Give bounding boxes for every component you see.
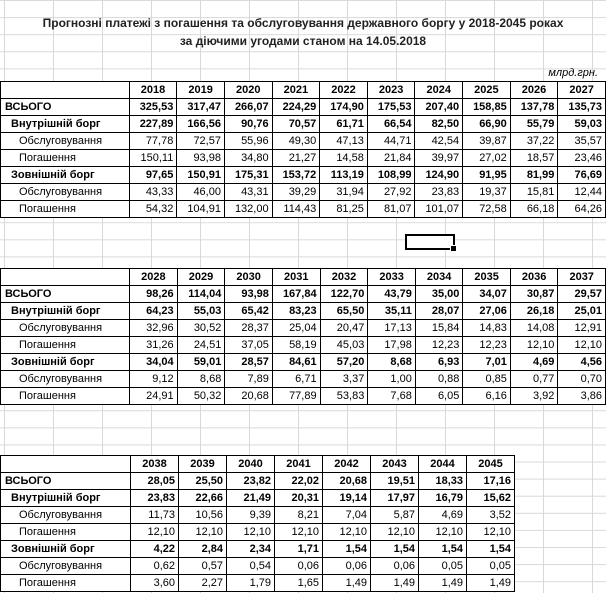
external-servicing-row: [1, 371, 606, 388]
value-cell[interactable]: 81,25: [320, 201, 368, 218]
value-cell[interactable]: 15,84: [415, 320, 463, 337]
value-cell[interactable]: 65,42: [225, 303, 273, 320]
value-cell[interactable]: 7,89: [225, 371, 273, 388]
value-cell[interactable]: 0,70: [558, 371, 606, 388]
value-cell[interactable]: 47,13: [320, 133, 368, 150]
value-cell[interactable]: 31,26: [130, 337, 178, 354]
value-cell[interactable]: 17,98: [368, 337, 416, 354]
external-debt-row: [1, 354, 606, 371]
value-cell[interactable]: 65,50: [320, 303, 368, 320]
value-cell[interactable]: 3,92: [510, 388, 558, 405]
value-cell[interactable]: 12,10: [467, 524, 515, 541]
value-cell[interactable]: 17,16: [467, 473, 515, 490]
value-cell[interactable]: 6,93: [415, 354, 463, 371]
title-line-2: за діючими угодами станом на 14.05.2018: [179, 34, 427, 48]
year-header-cell[interactable]: 2030: [225, 269, 273, 286]
row-label-cell[interactable]: Погашення: [1, 150, 130, 167]
value-cell[interactable]: 6,16: [463, 388, 511, 405]
value-cell[interactable]: 77,89: [272, 388, 320, 405]
value-cell[interactable]: 0,85: [463, 371, 511, 388]
domestic-servicing-row: [1, 507, 515, 524]
value-cell[interactable]: 54,32: [129, 201, 177, 218]
sheet-title: [0, 14, 606, 50]
row-label-cell[interactable]: Обслуговування: [1, 320, 130, 337]
value-cell[interactable]: 72,57: [177, 133, 225, 150]
row-label-cell[interactable]: Внутрішній борг: [1, 303, 130, 320]
value-cell[interactable]: 0,06: [371, 558, 419, 575]
value-cell[interactable]: 266,07: [224, 99, 272, 116]
value-cell[interactable]: 20,47: [320, 320, 368, 337]
value-cell[interactable]: 101,07: [415, 201, 463, 218]
value-cell[interactable]: 1,54: [323, 541, 371, 558]
debt-table-2038-2045: [0, 455, 515, 592]
row-label-cell[interactable]: Погашення: [1, 388, 130, 405]
year-header-cell[interactable]: 2032: [320, 269, 368, 286]
value-cell[interactable]: 8,68: [177, 371, 225, 388]
value-cell[interactable]: 34,04: [130, 354, 178, 371]
value-cell[interactable]: 59,01: [177, 354, 225, 371]
value-cell[interactable]: 43,31: [224, 184, 272, 201]
value-cell[interactable]: 1,71: [275, 541, 323, 558]
year-header-cell[interactable]: 2033: [368, 269, 416, 286]
value-cell[interactable]: 18,33: [419, 473, 467, 490]
value-cell[interactable]: 224,29: [272, 99, 320, 116]
value-cell[interactable]: 57,20: [320, 354, 368, 371]
value-cell[interactable]: 8,68: [368, 354, 416, 371]
value-cell[interactable]: 24,51: [177, 337, 225, 354]
value-cell[interactable]: 1,00: [368, 371, 416, 388]
value-cell[interactable]: 113,19: [320, 167, 368, 184]
year-header-cell[interactable]: 2027: [558, 82, 606, 99]
row-label-cell[interactable]: Зовнішній борг: [1, 167, 130, 184]
value-cell[interactable]: 3,52: [467, 507, 515, 524]
value-cell[interactable]: 0,54: [227, 558, 275, 575]
value-cell[interactable]: 15,62: [467, 490, 515, 507]
year-header-cell[interactable]: 2038: [131, 456, 179, 473]
domestic-repayment-row: [1, 150, 606, 167]
value-cell[interactable]: 7,68: [368, 388, 416, 405]
header-row: [1, 456, 515, 473]
value-cell[interactable]: 37,22: [510, 133, 558, 150]
year-header-cell[interactable]: 2026: [510, 82, 558, 99]
row-label-cell[interactable]: Обслуговування: [1, 133, 130, 150]
header-row: [1, 269, 606, 286]
value-cell[interactable]: 174,90: [320, 99, 368, 116]
total-row: [1, 286, 606, 303]
year-header-cell[interactable]: 2042: [323, 456, 371, 473]
value-cell[interactable]: 114,43: [272, 201, 320, 218]
year-header-cell[interactable]: 2028: [130, 269, 178, 286]
value-cell[interactable]: 10,56: [179, 507, 227, 524]
value-cell[interactable]: 28,07: [415, 303, 463, 320]
value-cell[interactable]: 31,94: [320, 184, 368, 201]
value-cell[interactable]: 12,10: [419, 524, 467, 541]
external-repayment-row: [1, 575, 515, 592]
value-cell[interactable]: 44,71: [367, 133, 415, 150]
value-cell[interactable]: 4,69: [510, 354, 558, 371]
value-cell[interactable]: 132,00: [224, 201, 272, 218]
value-cell[interactable]: 70,57: [272, 116, 320, 133]
row-label-cell[interactable]: Обслуговування: [1, 507, 131, 524]
value-cell[interactable]: 27,02: [463, 150, 511, 167]
value-cell[interactable]: 42,54: [415, 133, 463, 150]
value-cell[interactable]: 12,44: [558, 184, 606, 201]
total-row: [1, 473, 515, 490]
value-cell[interactable]: 55,03: [177, 303, 225, 320]
year-header-cell[interactable]: 2025: [463, 82, 511, 99]
external-servicing-row: [1, 558, 515, 575]
row-label-cell[interactable]: Обслуговування: [1, 558, 131, 575]
value-cell[interactable]: 12,10: [227, 524, 275, 541]
value-cell[interactable]: 93,98: [225, 286, 273, 303]
value-cell[interactable]: 1,49: [323, 575, 371, 592]
row-label-cell[interactable]: Зовнішній борг: [1, 354, 130, 371]
value-cell[interactable]: 3,60: [131, 575, 179, 592]
value-cell[interactable]: 9,39: [227, 507, 275, 524]
year-header-cell[interactable]: 2035: [463, 269, 511, 286]
value-cell[interactable]: 14,08: [510, 320, 558, 337]
value-cell[interactable]: 55,96: [224, 133, 272, 150]
value-cell[interactable]: 0,06: [275, 558, 323, 575]
value-cell[interactable]: 0,06: [323, 558, 371, 575]
value-cell[interactable]: 108,99: [367, 167, 415, 184]
value-cell[interactable]: 19,37: [463, 184, 511, 201]
value-cell[interactable]: 11,73: [131, 507, 179, 524]
value-cell[interactable]: 23,82: [227, 473, 275, 490]
year-header-cell[interactable]: 2019: [177, 82, 225, 99]
value-cell[interactable]: 122,70: [320, 286, 368, 303]
year-header-cell[interactable]: 2029: [177, 269, 225, 286]
value-cell[interactable]: 24,91: [130, 388, 178, 405]
value-cell[interactable]: 19,51: [371, 473, 419, 490]
value-cell[interactable]: 98,26: [130, 286, 178, 303]
value-cell[interactable]: 55,79: [510, 116, 558, 133]
row-label-cell[interactable]: ВСЬОГО: [1, 473, 131, 490]
value-cell[interactable]: 49,30: [272, 133, 320, 150]
value-cell[interactable]: 20,31: [275, 490, 323, 507]
active-cell-selection[interactable]: [405, 234, 455, 250]
total-row: [1, 99, 606, 116]
value-cell[interactable]: 23,46: [558, 150, 606, 167]
domestic-repayment-row: [1, 337, 606, 354]
external-repayment-row: [1, 201, 606, 218]
value-cell[interactable]: 91,95: [463, 167, 511, 184]
value-cell[interactable]: 3,37: [320, 371, 368, 388]
row-label-cell[interactable]: Обслуговування: [1, 184, 130, 201]
value-cell[interactable]: 166,56: [177, 116, 225, 133]
value-cell[interactable]: 4,22: [131, 541, 179, 558]
value-cell[interactable]: 39,87: [463, 133, 511, 150]
value-cell[interactable]: 27,92: [367, 184, 415, 201]
value-cell[interactable]: 6,71: [272, 371, 320, 388]
external-debt-row: [1, 541, 515, 558]
value-cell[interactable]: 14,58: [320, 150, 368, 167]
value-cell[interactable]: 20,68: [225, 388, 273, 405]
row-label-cell[interactable]: Погашення: [1, 337, 130, 354]
value-cell[interactable]: 25,01: [558, 303, 606, 320]
value-cell[interactable]: 64,23: [130, 303, 178, 320]
row-label-cell[interactable]: ВСЬОГО: [1, 99, 130, 116]
domestic-servicing-row: [1, 133, 606, 150]
value-cell[interactable]: 1,54: [371, 541, 419, 558]
value-cell[interactable]: 28,57: [225, 354, 273, 371]
value-cell[interactable]: 5,87: [371, 507, 419, 524]
value-cell[interactable]: 12,23: [463, 337, 511, 354]
row-label-cell[interactable]: Обслуговування: [1, 371, 130, 388]
value-cell[interactable]: 21,49: [227, 490, 275, 507]
row-label-cell[interactable]: Погашення: [1, 575, 131, 592]
value-cell[interactable]: 81,99: [510, 167, 558, 184]
value-cell[interactable]: 43,79: [368, 286, 416, 303]
value-cell[interactable]: 35,57: [558, 133, 606, 150]
external-repayment-row: [1, 388, 606, 405]
value-cell[interactable]: 1,54: [467, 541, 515, 558]
unit-label: млрд.грн.: [548, 67, 598, 79]
value-cell[interactable]: 37,05: [225, 337, 273, 354]
value-cell[interactable]: 58,19: [272, 337, 320, 354]
value-cell[interactable]: 66,90: [463, 116, 511, 133]
value-cell[interactable]: 15,81: [510, 184, 558, 201]
value-cell[interactable]: 66,54: [367, 116, 415, 133]
value-cell[interactable]: 12,10: [131, 524, 179, 541]
value-cell[interactable]: 227,89: [129, 116, 177, 133]
value-cell[interactable]: 0,05: [419, 558, 467, 575]
value-cell[interactable]: 39,29: [272, 184, 320, 201]
value-cell[interactable]: 23,83: [415, 184, 463, 201]
row-label-cell[interactable]: Погашення: [1, 524, 131, 541]
value-cell[interactable]: 0,62: [131, 558, 179, 575]
year-header-cell[interactable]: 2040: [227, 456, 275, 473]
value-cell[interactable]: 83,23: [272, 303, 320, 320]
value-cell[interactable]: 175,31: [224, 167, 272, 184]
value-cell[interactable]: 1,54: [419, 541, 467, 558]
value-cell[interactable]: 28,37: [225, 320, 273, 337]
value-cell[interactable]: 30,87: [510, 286, 558, 303]
value-cell[interactable]: 93,98: [177, 150, 225, 167]
value-cell[interactable]: 84,61: [272, 354, 320, 371]
value-cell[interactable]: 2,27: [179, 575, 227, 592]
value-cell[interactable]: 12,10: [371, 524, 419, 541]
value-cell[interactable]: 7,04: [323, 507, 371, 524]
value-cell[interactable]: 17,97: [371, 490, 419, 507]
debt-table-2028-2037: [0, 268, 606, 405]
value-cell[interactable]: 9,12: [130, 371, 178, 388]
value-cell[interactable]: 12,10: [323, 524, 371, 541]
value-cell[interactable]: 50,32: [177, 388, 225, 405]
value-cell[interactable]: 2,34: [227, 541, 275, 558]
value-cell[interactable]: 7,01: [463, 354, 511, 371]
value-cell[interactable]: 76,69: [558, 167, 606, 184]
row-label-cell[interactable]: Зовнішній борг: [1, 541, 131, 558]
value-cell[interactable]: 12,10: [558, 337, 606, 354]
value-cell[interactable]: 43,33: [129, 184, 177, 201]
value-cell[interactable]: 30,52: [177, 320, 225, 337]
value-cell[interactable]: 32,96: [130, 320, 178, 337]
value-cell[interactable]: 12,10: [179, 524, 227, 541]
debt-table-2018-2027: [0, 81, 606, 218]
year-header-cell[interactable]: 2023: [367, 82, 415, 99]
value-cell[interactable]: 0,88: [415, 371, 463, 388]
year-header-cell[interactable]: 2022: [320, 82, 368, 99]
year-header-cell[interactable]: 2018: [129, 82, 177, 99]
external-debt-row: [1, 167, 606, 184]
value-cell[interactable]: 325,53: [129, 99, 177, 116]
value-cell[interactable]: 6,05: [415, 388, 463, 405]
value-cell[interactable]: 18,57: [510, 150, 558, 167]
value-cell[interactable]: 22,66: [179, 490, 227, 507]
value-cell[interactable]: 0,05: [467, 558, 515, 575]
value-cell[interactable]: 26,18: [510, 303, 558, 320]
row-label-cell[interactable]: [1, 82, 130, 99]
header-row: [1, 82, 606, 99]
year-header-cell[interactable]: 2036: [510, 269, 558, 286]
value-cell[interactable]: 124,90: [415, 167, 463, 184]
domestic-repayment-row: [1, 524, 515, 541]
year-header-cell[interactable]: 2041: [275, 456, 323, 473]
value-cell[interactable]: 29,57: [558, 286, 606, 303]
row-label-cell[interactable]: Внутрішній борг: [1, 490, 131, 507]
value-cell[interactable]: 167,84: [272, 286, 320, 303]
value-cell[interactable]: 175,53: [367, 99, 415, 116]
value-cell[interactable]: 150,91: [177, 167, 225, 184]
year-header-cell[interactable]: 2031: [272, 269, 320, 286]
value-cell[interactable]: 61,71: [320, 116, 368, 133]
value-cell[interactable]: 1,49: [371, 575, 419, 592]
value-cell[interactable]: 82,50: [415, 116, 463, 133]
value-cell[interactable]: 12,10: [510, 337, 558, 354]
row-label-cell[interactable]: Погашення: [1, 201, 130, 218]
value-cell[interactable]: 4,56: [558, 354, 606, 371]
domestic-debt-row: [1, 303, 606, 320]
row-label-cell[interactable]: Внутрішній борг: [1, 116, 130, 133]
domestic-debt-row: [1, 490, 515, 507]
value-cell[interactable]: 81,07: [367, 201, 415, 218]
year-header-cell[interactable]: 2045: [467, 456, 515, 473]
value-cell[interactable]: 2,84: [179, 541, 227, 558]
value-cell[interactable]: 35,11: [368, 303, 416, 320]
value-cell[interactable]: 72,58: [463, 201, 511, 218]
value-cell[interactable]: 114,04: [177, 286, 225, 303]
value-cell[interactable]: 317,47: [177, 99, 225, 116]
value-cell[interactable]: 25,50: [179, 473, 227, 490]
value-cell[interactable]: 8,21: [275, 507, 323, 524]
value-cell[interactable]: 21,84: [367, 150, 415, 167]
year-header-cell[interactable]: 2024: [415, 82, 463, 99]
value-cell[interactable]: 135,73: [558, 99, 606, 116]
year-header-cell[interactable]: 2021: [272, 82, 320, 99]
value-cell[interactable]: 35,00: [415, 286, 463, 303]
value-cell[interactable]: 12,23: [415, 337, 463, 354]
title-line-1: Прогнозні платежі з погашення та обслуговування державного боргу у 2018-2045 роках: [42, 16, 564, 30]
value-cell[interactable]: 90,76: [224, 116, 272, 133]
value-cell[interactable]: 27,06: [463, 303, 511, 320]
row-label-cell[interactable]: ВСЬОГО: [1, 286, 130, 303]
value-cell[interactable]: 1,65: [275, 575, 323, 592]
value-cell[interactable]: 1,49: [419, 575, 467, 592]
domestic-servicing-row: [1, 320, 606, 337]
year-header-cell[interactable]: 2043: [371, 456, 419, 473]
value-cell[interactable]: 20,68: [323, 473, 371, 490]
year-header-cell[interactable]: 2039: [179, 456, 227, 473]
value-cell[interactable]: 14,83: [463, 320, 511, 337]
value-cell[interactable]: 21,27: [272, 150, 320, 167]
domestic-debt-row: [1, 116, 606, 133]
value-cell[interactable]: 19,14: [323, 490, 371, 507]
value-cell[interactable]: 150,11: [129, 150, 177, 167]
row-label-cell[interactable]: [1, 269, 130, 286]
value-cell[interactable]: 1,79: [227, 575, 275, 592]
value-cell[interactable]: 25,04: [272, 320, 320, 337]
value-cell[interactable]: 59,03: [558, 116, 606, 133]
row-label-cell[interactable]: [1, 456, 131, 473]
value-cell[interactable]: 64,26: [558, 201, 606, 218]
value-cell[interactable]: 46,00: [177, 184, 225, 201]
year-header-cell[interactable]: 2037: [558, 269, 606, 286]
value-cell[interactable]: 17,13: [368, 320, 416, 337]
year-header-cell[interactable]: 2044: [419, 456, 467, 473]
value-cell[interactable]: 153,72: [272, 167, 320, 184]
value-cell[interactable]: 34,07: [463, 286, 511, 303]
value-cell[interactable]: 53,83: [320, 388, 368, 405]
value-cell[interactable]: 137,78: [510, 99, 558, 116]
value-cell[interactable]: 28,05: [131, 473, 179, 490]
value-cell[interactable]: 39,97: [415, 150, 463, 167]
value-cell[interactable]: 0,57: [179, 558, 227, 575]
value-cell[interactable]: 12,10: [275, 524, 323, 541]
year-header-cell[interactable]: 2020: [224, 82, 272, 99]
value-cell[interactable]: 97,65: [129, 167, 177, 184]
value-cell[interactable]: 207,40: [415, 99, 463, 116]
value-cell[interactable]: 23,83: [131, 490, 179, 507]
value-cell[interactable]: 0,77: [510, 371, 558, 388]
value-cell[interactable]: 22,02: [275, 473, 323, 490]
value-cell[interactable]: 3,86: [558, 388, 606, 405]
value-cell[interactable]: 158,85: [463, 99, 511, 116]
value-cell[interactable]: 34,80: [224, 150, 272, 167]
value-cell[interactable]: 104,91: [177, 201, 225, 218]
value-cell[interactable]: 77,78: [129, 133, 177, 150]
external-servicing-row: [1, 184, 606, 201]
value-cell[interactable]: 16,79: [419, 490, 467, 507]
value-cell[interactable]: 1,49: [467, 575, 515, 592]
value-cell[interactable]: 45,03: [320, 337, 368, 354]
value-cell[interactable]: 12,91: [558, 320, 606, 337]
value-cell[interactable]: 4,69: [419, 507, 467, 524]
year-header-cell[interactable]: 2034: [415, 269, 463, 286]
value-cell[interactable]: 66,18: [510, 201, 558, 218]
